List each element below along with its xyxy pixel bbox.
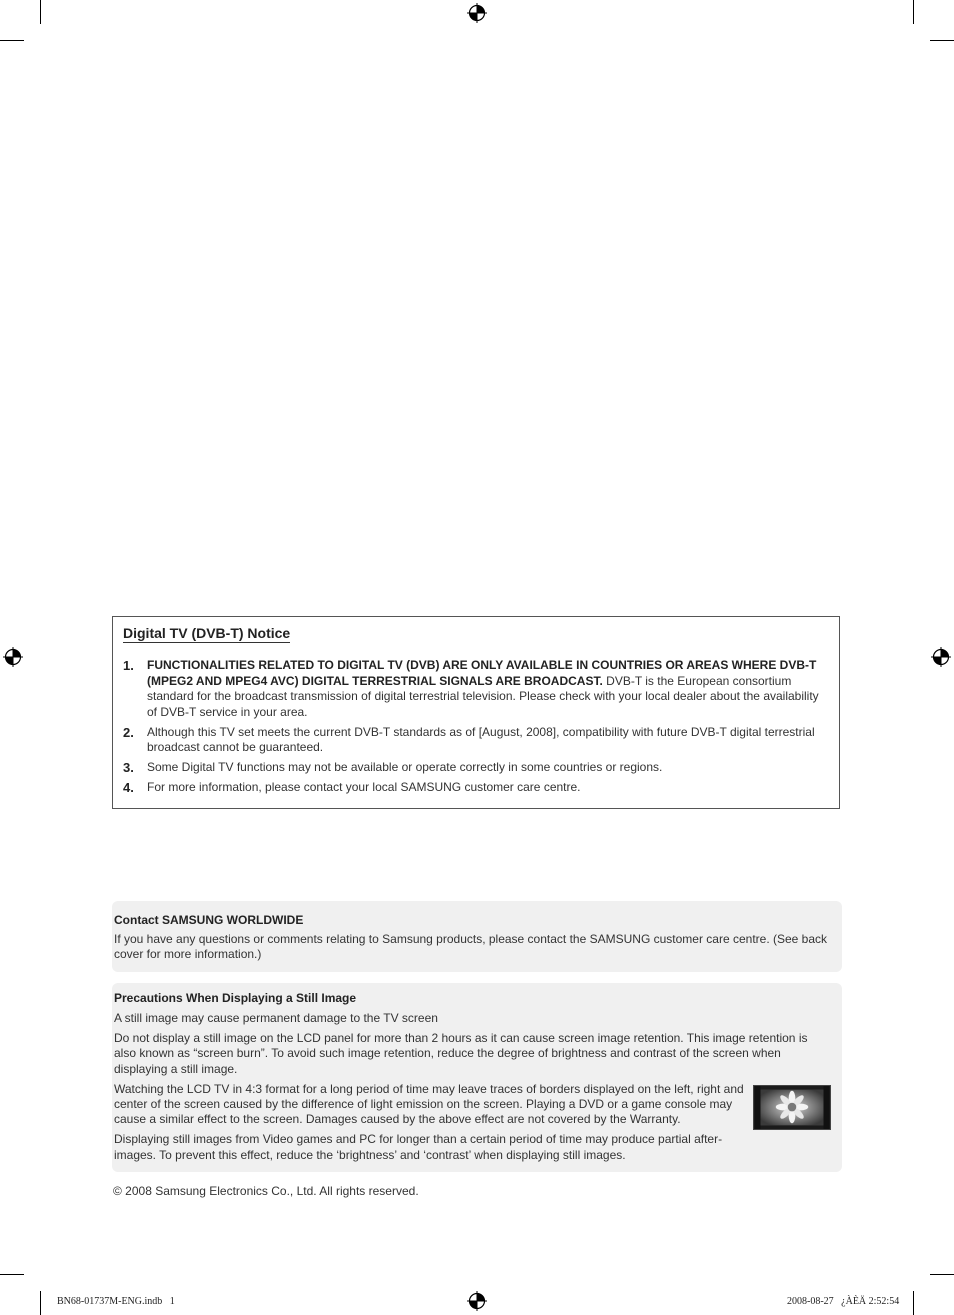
crop-mark-top-right-h — [930, 40, 954, 41]
crop-mark-bottom-left-v — [40, 1291, 41, 1315]
notice-list — [123, 658, 831, 800]
crop-mark-bottom-right-v — [913, 1291, 914, 1315]
notice-item-number: 1. — [123, 658, 134, 673]
notice-item-text: For more information, please contact your local SAMSUNG customer care centre. — [147, 780, 581, 794]
notice-item-number: 3. — [123, 760, 134, 775]
crop-mark-bottom-left-h — [0, 1274, 24, 1275]
copyright: © 2008 Samsung Electronics Co., Ltd. All rights reserved. — [113, 1184, 419, 1198]
notice-item-text: DVB-T is the European consortium standard for the broadcast transmission of digital terrestrial television. Please check with your local dealer about the availability of DVB-T service in your area. — [147, 673, 819, 719]
notice-item-number: 4. — [123, 780, 134, 795]
precautions-paragraph: Do not display a still image on the LCD panel for more than 2 hours as it can cause screen image retention. This image retention is also known as “screen burn”. To avoid such image retention, reduce the degree of brightness and contrast of the screen when displaying a still image. — [114, 1031, 808, 1076]
notice-item-2 — [123, 725, 831, 756]
precautions-box — [112, 983, 842, 1172]
dvbt-notice-box — [112, 616, 840, 809]
precautions-heading: Precautions When Displaying a Still Image — [114, 991, 357, 1005]
notice-title: Digital TV (DVB-T) Notice — [123, 625, 291, 641]
slug-timestamp: 2008-08-27 ¿ÀÈÄ 2:52:54 — [787, 1296, 900, 1307]
registration-mark-icon — [467, 3, 487, 23]
registration-mark-icon — [931, 647, 951, 667]
crop-mark-top-right-v — [913, 0, 914, 24]
crop-mark-bottom-right-h — [930, 1274, 954, 1275]
notice-item-bold-text: FUNCTIONALITIES RELATED TO DIGITAL TV (DVB) ARE ONLY AVAILABLE IN COUNTRIES OR AREAS WHERE DVB-T (MPEG2 AND MPEG4 AVC) DIGITAL TERRESTRIAL SIGNALS ARE BROADCAST. — [147, 658, 817, 688]
precautions-paragraph: A still image may cause permanent damage to the TV screen — [114, 1011, 438, 1025]
notice-item-4 — [123, 780, 831, 796]
registration-mark-icon — [3, 647, 23, 667]
crop-mark-top-left-v — [40, 0, 41, 24]
crop-mark-top-left-h — [0, 40, 24, 41]
contact-text: If you have any questions or comments relating to Samsung products, please contact the SAMSUNG customer care centre. (See back cover for more information.) — [114, 932, 828, 962]
notice-item-text: Although this TV set meets the current DVB-T standards as of [August, 2008], compatibility with future DVB-T digital terrestrial broadcast cannot be guaranteed. — [147, 724, 815, 754]
contact-box — [112, 901, 842, 972]
notice-item-3 — [123, 760, 831, 776]
precautions-paragraph: Watching the LCD TV in 4:3 format for a long period of time may leave traces of borders displayed on the left, right and center of the screen caused by the difference of light emission on the screen. Playing a DVD or a game console may cause a similar effect to the screen. Damages caused by the above effect are not covered by the Warranty. — [114, 1081, 744, 1127]
registration-mark-icon — [467, 1291, 487, 1311]
tv-flower-thumbnail-icon — [753, 1085, 831, 1130]
precautions-paragraph: Displaying still images from Video games and PC for longer than a certain period of time may produce partial after-images. To prevent this effect, reduce the ‘brightness’ and ‘contrast’ when displaying still images. — [114, 1132, 723, 1162]
contact-heading: Contact SAMSUNG WORLDWIDE — [114, 913, 304, 927]
notice-item-number: 2. — [123, 724, 134, 740]
notice-item-1 — [123, 658, 831, 720]
notice-item-text: Some Digital TV functions may not be available or operate correctly in some countries or regions. — [147, 760, 663, 774]
slug-file-name: BN68-01737M-ENG.indb 1 — [57, 1296, 175, 1307]
